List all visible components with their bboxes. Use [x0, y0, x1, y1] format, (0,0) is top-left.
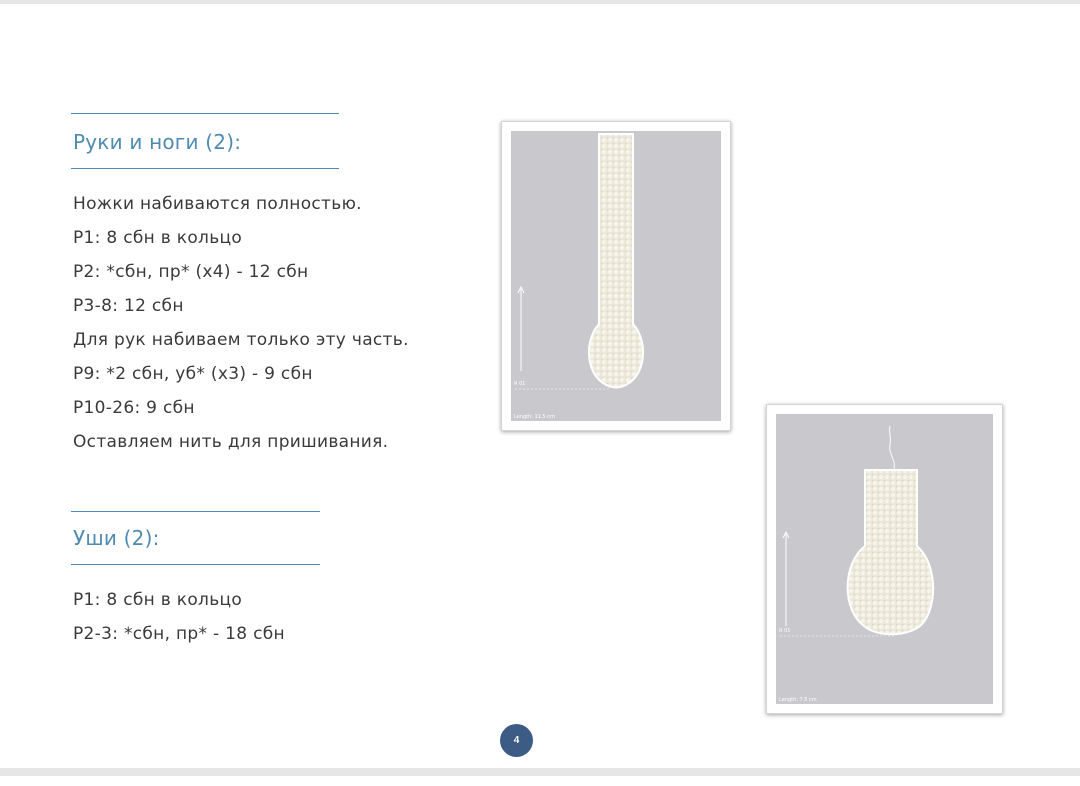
instruction-line: Для рук набиваем только эту часть. [73, 330, 409, 350]
instruction-line: Ножки набиваются полностью. [73, 194, 362, 214]
length-label: Length: 7.5 cm [779, 697, 817, 703]
ear-photo [776, 414, 993, 704]
heading-rule-top [71, 113, 339, 114]
page-number-badge: 4 [500, 724, 533, 757]
row-label: R 01 [779, 628, 791, 634]
leg-photo-frame [501, 121, 731, 431]
instruction-line: Р2: *сбн, пр* (х4) - 12 сбн [73, 262, 309, 282]
instruction-line: Р1: 8 сбн в кольцо [73, 590, 243, 610]
leg-photo [511, 131, 721, 421]
section-heading-ears: Уши (2): [73, 526, 160, 550]
instruction-line: Р2-3: *сбн, пр* - 18 сбн [73, 624, 285, 644]
heading-rule-top [71, 511, 320, 512]
ear-photo-frame [766, 404, 1003, 714]
instruction-line: Оставляем нить для пришивания. [73, 432, 389, 452]
length-label: Length: 11.5 cm [514, 414, 555, 420]
instruction-line: Р10-26: 9 сбн [73, 398, 195, 418]
row-label: R 01 [514, 381, 526, 387]
instruction-line: Р1: 8 сбн в кольцо [73, 228, 243, 248]
section-heading-arms-legs: Руки и ноги (2): [73, 130, 242, 154]
heading-rule-bottom [71, 564, 320, 565]
bottom-edge [0, 768, 1080, 776]
instruction-line: Р3-8: 12 сбн [73, 296, 184, 316]
heading-rule-bottom [71, 168, 339, 169]
instruction-line: Р9: *2 сбн, уб* (х3) - 9 сбн [73, 364, 313, 384]
top-edge [0, 0, 1080, 4]
